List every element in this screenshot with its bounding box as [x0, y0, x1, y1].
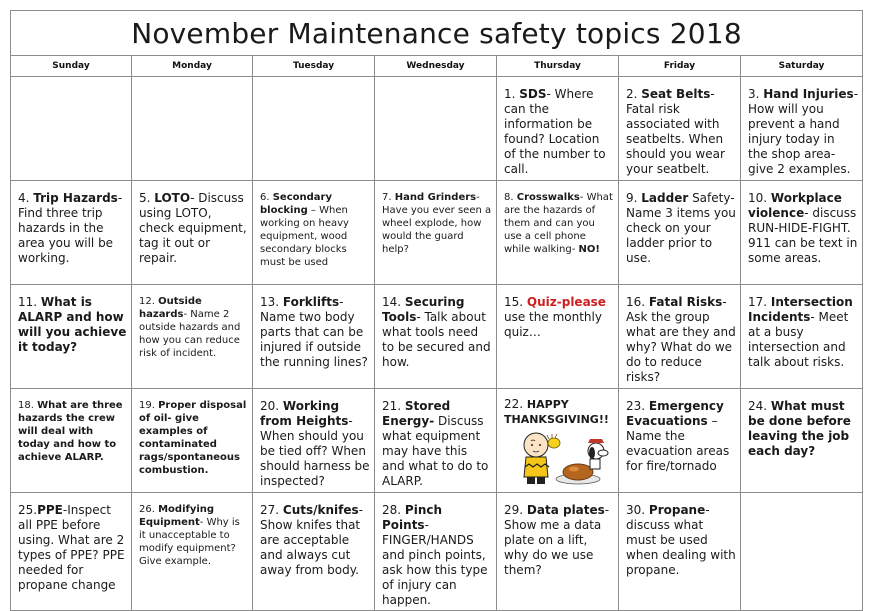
topic-text: - How will you prevent a hand injury today in the shop area- give 2 examples.	[748, 87, 859, 176]
day-cell-25	[11, 493, 132, 611]
day-number: 15.	[504, 295, 527, 309]
dog-figure-icon	[588, 439, 608, 469]
topic-heading: Ladder	[641, 191, 689, 205]
day-cell-17	[741, 285, 863, 389]
topic-heading: Cuts/knifes	[282, 503, 359, 517]
weekday-thursday: Thursday	[497, 56, 619, 77]
day-number: 9.	[626, 191, 642, 205]
weekday-friday: Friday	[619, 56, 741, 77]
weekday-saturday: Saturday	[741, 56, 863, 77]
topic-heading: Fatal Risks	[648, 295, 723, 309]
day-number: 1.	[504, 87, 520, 101]
day-number: 5.	[139, 191, 155, 205]
calendar-title: November Maintenance safety topics 2018	[11, 11, 863, 56]
day-cell-23	[619, 389, 741, 493]
topic-heading: What are three hazards the crew will deal with today and how to achieve ALARP.	[18, 400, 123, 463]
day-cell-20	[253, 389, 375, 493]
topic-heading: Outside hazards	[139, 296, 202, 320]
topic-text: - Where can the information be found? Location of the number to call.	[504, 87, 606, 176]
topic-text: Discuss what equipment may have this and what to do to ALARP.	[382, 414, 489, 488]
topic-heading: Workplace violence	[748, 191, 842, 220]
day-number: 3.	[748, 87, 764, 101]
day-cell-21	[375, 389, 497, 493]
topic-heading: Secondary blocking	[260, 192, 332, 216]
topic-text: - Name two body parts that can be injured if outside the running lines?	[260, 295, 368, 369]
day-cell-11	[11, 285, 132, 389]
day-number: 12.	[139, 296, 159, 307]
day-number: 6.	[260, 192, 273, 203]
topic-text: - Fatal risk associated with seatbelts. When should you wear your seatbelt.	[626, 87, 725, 176]
week-row-4	[11, 389, 863, 493]
topic-text: - Why is it unacceptable to modify equipment? Give example.	[139, 517, 240, 567]
topic-text: – Name the evacuation areas for fire/tornado	[626, 414, 730, 473]
day-cell-30	[619, 493, 741, 611]
day-number: 13.	[260, 295, 283, 309]
day-number: 11.	[18, 295, 41, 309]
day-number: 20.	[260, 399, 283, 413]
topic-heading: Hand Grinders	[394, 192, 477, 203]
day-cell-18	[11, 389, 132, 493]
topic-heading: LOTO	[154, 191, 191, 205]
topic-text: - Name 2 outside hazards and how you can reduce risk of incident.	[139, 309, 241, 359]
day-cell-5	[132, 181, 253, 285]
weekday-sunday: Sunday	[11, 56, 132, 77]
empty-day-cell	[132, 77, 253, 181]
day-number: 17.	[748, 295, 771, 309]
topic-text: Safety- Name 3 items you check on your ladder prior to use.	[626, 191, 736, 265]
day-cell-15	[497, 285, 619, 389]
day-number: 14.	[382, 295, 405, 309]
day-number: 29.	[504, 503, 527, 517]
topic-text: - Meet at a busy intersection and talk about risks.	[748, 310, 849, 369]
topic-heading: Proper disposal of oil- give examples of contaminated rags/spontaneous combustion.	[139, 400, 247, 476]
day-cell-12	[132, 285, 253, 389]
topic-text: - Talk about what tools need to be secured and how.	[382, 310, 491, 369]
day-number: 4.	[18, 191, 34, 205]
empty-day-cell	[11, 77, 132, 181]
day-number: 2.	[626, 87, 642, 101]
day-number: 7.	[382, 192, 395, 203]
week-row-2	[11, 181, 863, 285]
topic-heading: Intersection Incidents	[748, 295, 853, 324]
topic-heading: Seat Belts	[641, 87, 711, 101]
day-number: 22.	[504, 397, 527, 411]
topic-text: -Inspect all PPE before using. What are 2 types of PPE? PPE needed for propane change	[18, 503, 125, 592]
character-figure-icon	[524, 433, 549, 484]
day-cell-26	[132, 493, 253, 611]
day-cell-3	[741, 77, 863, 181]
topic-text: - Show me a data plate on a lift, why do we use them?	[504, 503, 610, 577]
day-cell-27	[253, 493, 375, 611]
day-number: 8.	[504, 192, 517, 203]
day-cell-6	[253, 181, 375, 285]
day-cell-10	[741, 181, 863, 285]
day-cell-1	[497, 77, 619, 181]
day-cell-8	[497, 181, 619, 285]
day-cell-22	[497, 389, 619, 493]
weekday-monday: Monday	[132, 56, 253, 77]
day-number: 16.	[626, 295, 649, 309]
topic-heading: Data plates	[526, 503, 605, 517]
week-row-5	[11, 493, 863, 611]
day-cell-9	[619, 181, 741, 285]
topic-heading: Pinch Points	[382, 503, 443, 532]
topic-heading: Modifying Equipment	[139, 504, 215, 528]
day-cell-4	[11, 181, 132, 285]
day-cell-2	[619, 77, 741, 181]
day-cell-24	[741, 389, 863, 493]
topic-heading: SDS	[519, 87, 547, 101]
topic-heading: Crosswalks	[516, 192, 580, 203]
topic-heading: What must be done before leaving the job each day?	[748, 399, 851, 458]
day-number: 30.	[626, 503, 649, 517]
day-number: 19.	[139, 400, 159, 411]
day-cell-16	[619, 285, 741, 389]
day-number: 10.	[748, 191, 771, 205]
topic-heading: Forklifts	[282, 295, 340, 309]
topic-heading: Trip Hazards	[33, 191, 118, 205]
topic-heading: Stored Energy-	[382, 399, 451, 428]
topic-heading: Propane	[648, 503, 706, 517]
week-row-3	[11, 285, 863, 389]
day-number: 26.	[139, 504, 159, 515]
topic-text: - FINGER/HANDS and pinch points, ask how this type of injury can happen.	[382, 518, 488, 607]
topic-text: - Show knifes that are acceptable and always cut away from body.	[260, 503, 363, 577]
day-number: 28.	[382, 503, 405, 517]
weekday-header-row	[11, 56, 863, 77]
topic-text: use the monthly quiz…	[504, 310, 602, 339]
empty-day-cell	[253, 77, 375, 181]
bird-figure-icon	[547, 434, 560, 448]
topic-heading: HAPPY THANKSGIVING!!	[504, 398, 609, 426]
calendar-table	[10, 10, 863, 611]
topic-heading: Hand Injuries	[763, 87, 854, 101]
topic-heading: Securing Tools	[382, 295, 465, 324]
topic-text: - When should you be tied off? When should harness be inspected?	[260, 414, 370, 488]
topic-text: - discuss RUN-HIDE-FIGHT. 911 can be text in some areas.	[748, 206, 858, 265]
day-cell-19	[132, 389, 253, 493]
day-cell-14	[375, 285, 497, 389]
day-number: 27.	[260, 503, 283, 517]
empty-day-cell	[741, 493, 863, 611]
day-number: 23.	[626, 399, 649, 413]
day-number: 25.	[18, 503, 38, 517]
topic-heading: Working from Heights	[260, 399, 349, 428]
empty-day-cell	[375, 77, 497, 181]
topic-text: - discuss what must be used when dealing with propane.	[626, 503, 736, 577]
day-cell-29	[497, 493, 619, 611]
thanksgiving-illustration	[504, 431, 614, 489]
topic-heading: Quiz-please	[526, 295, 606, 309]
day-number: 21.	[382, 399, 405, 413]
topic-text: - Ask the group what are they and why? What do we do to reduce risks?	[626, 295, 736, 384]
topic-text: – When working on heavy equipment, wood secondary blocks must be used	[260, 205, 349, 268]
topic-text: - What are the hazards of them and can you use a cell phone while walking-	[504, 192, 613, 255]
topic-text: - Find three trip hazards in the area you will be working.	[18, 191, 123, 265]
topic-heading: Emergency Evacuations	[626, 399, 724, 428]
topic-heading: PPE	[37, 503, 63, 517]
day-cell-13	[253, 285, 375, 389]
weekday-wednesday: Wednesday	[375, 56, 497, 77]
topic-heading: What is ALARP and how will you achieve it today?	[18, 295, 127, 354]
topic-text: - Discuss using LOTO, check equipment, tag it out or repair.	[139, 191, 247, 265]
day-cell-7	[375, 181, 497, 285]
day-number: 24.	[748, 399, 771, 413]
day-number: 18.	[18, 400, 38, 411]
week-row-1	[11, 77, 863, 181]
topic-text: - Have you ever seen a wheel explode, how would the guard help?	[382, 192, 492, 255]
topic-emphasis: NO!	[578, 244, 600, 255]
weekday-tuesday: Tuesday	[253, 56, 375, 77]
day-cell-28	[375, 493, 497, 611]
